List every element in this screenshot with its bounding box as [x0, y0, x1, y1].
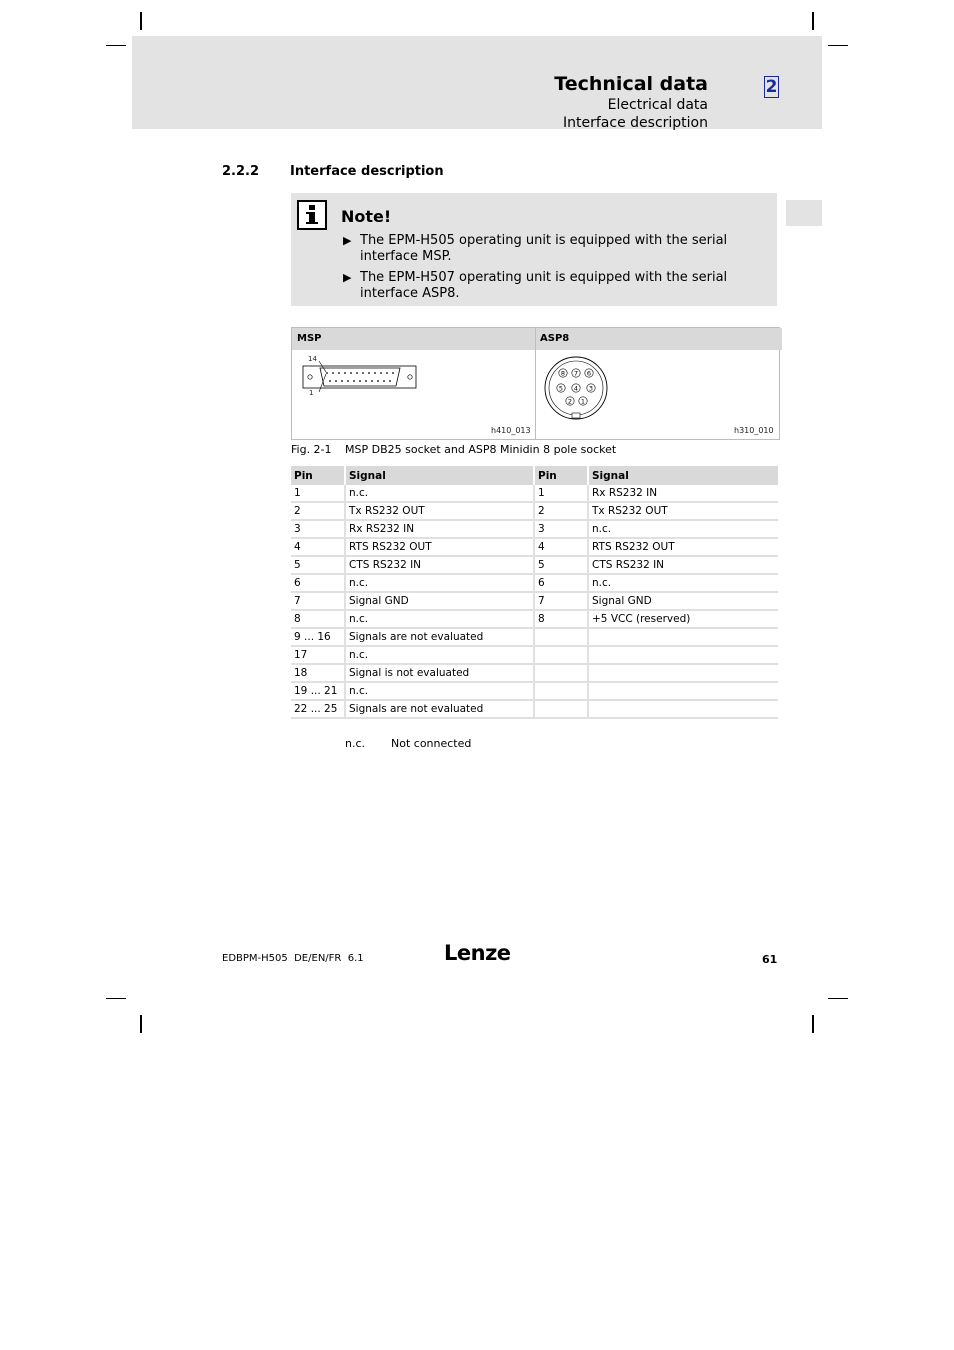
table-cell: RTS RS232 OUT — [345, 538, 534, 556]
section-title: Interface description — [290, 164, 444, 179]
figure-caption-number: Fig. 2-1 — [291, 443, 332, 456]
table-cell: n.c. — [345, 485, 534, 502]
minidin8-socket-drawing — [543, 355, 609, 421]
asp8-pin-label: 3 — [588, 384, 594, 393]
figure-header-msp: MSP — [292, 328, 539, 350]
note-bullet-text: The EPM-H505 operating unit is equipped with the serial interface MSP. — [360, 233, 728, 264]
table-cell: n.c. — [588, 574, 778, 592]
table-row — [291, 502, 778, 520]
pin-label-1: 1 — [309, 389, 314, 397]
chapter-number-badge: 2 — [765, 77, 778, 97]
table-cell: Signal GND — [345, 592, 534, 610]
figure-divider — [535, 328, 536, 439]
table-cell — [534, 700, 588, 718]
pin-assignment-table — [291, 466, 778, 719]
table-cell: 4 — [534, 538, 588, 556]
table-row — [291, 610, 778, 628]
table-cell: Rx RS232 IN — [345, 520, 534, 538]
table-cell: n.c. — [345, 646, 534, 664]
crop-mark — [828, 998, 848, 999]
table-cell: RTS RS232 OUT — [588, 538, 778, 556]
table-cell: 17 — [291, 646, 345, 664]
table-cell: Signal GND — [588, 592, 778, 610]
pin-label-14: 14 — [308, 355, 317, 363]
table-cell: n.c. — [345, 610, 534, 628]
table-cell — [534, 664, 588, 682]
section-number: 2.2.2 — [222, 164, 260, 179]
table-cell: 3 — [534, 520, 588, 538]
asp8-pin-label: 2 — [567, 397, 573, 406]
table-cell: 7 — [291, 592, 345, 610]
figure-ref-msp: h410_013 — [491, 426, 531, 435]
table-cell: CTS RS232 IN — [588, 556, 778, 574]
figure-caption: MSP DB25 socket and ASP8 Minidin 8 pole socket — [345, 443, 617, 456]
table-cell: n.c. — [345, 574, 534, 592]
note-title: Note! — [341, 207, 392, 226]
chapter-title: Technical data — [554, 73, 708, 95]
chapter-subtitle: Interface description — [563, 115, 708, 131]
table-row — [291, 628, 778, 646]
crop-mark — [812, 1015, 814, 1033]
table-row — [291, 646, 778, 664]
table-cell: n.c. — [345, 682, 534, 700]
figure-header-asp8: ASP8 — [537, 328, 782, 350]
table-cell: 6 — [291, 574, 345, 592]
table-cell: Signals are not evaluated — [345, 628, 534, 646]
table-cell: 5 — [291, 556, 345, 574]
lenze-logo: Lenze — [444, 941, 511, 965]
table-row — [291, 592, 778, 610]
table-cell: Signal is not evaluated — [345, 664, 534, 682]
table-cell: CTS RS232 IN — [345, 556, 534, 574]
table-row — [291, 556, 778, 574]
table-cell: 2 — [291, 502, 345, 520]
table-cell: 19 ... 21 — [291, 682, 345, 700]
chapter-subtitle: Electrical data — [607, 97, 708, 113]
column-header: Signal — [588, 466, 778, 485]
table-cell: n.c. — [588, 520, 778, 538]
header-band — [132, 36, 822, 129]
footer-document-id: EDBPM-H505 DE/EN/FR 6.1 — [222, 953, 364, 964]
figure-ref-asp8: h310_010 — [734, 426, 774, 435]
crop-mark — [812, 12, 814, 30]
asp8-pin-label: 5 — [558, 384, 564, 393]
table-cell: Signals are not evaluated — [345, 700, 534, 718]
crop-mark — [106, 45, 126, 46]
table-cell: 8 — [291, 610, 345, 628]
note-box — [291, 193, 777, 306]
page-number: 61 — [762, 953, 778, 966]
table-cell — [588, 628, 778, 646]
info-icon — [297, 200, 327, 230]
legend-definition: Not connected — [391, 737, 472, 750]
table-cell: Tx RS232 OUT — [588, 502, 778, 520]
table-cell: 8 — [534, 610, 588, 628]
column-header: Pin — [291, 466, 345, 485]
table-cell — [588, 700, 778, 718]
table-cell: 5 — [534, 556, 588, 574]
legend-abbreviation: n.c. — [345, 737, 366, 750]
table-cell — [534, 628, 588, 646]
asp8-pin-label: 1 — [580, 397, 586, 406]
crop-mark — [140, 12, 142, 30]
table-cell — [588, 664, 778, 682]
table-cell: 7 — [534, 592, 588, 610]
table-row — [291, 485, 778, 502]
table-cell: Tx RS232 OUT — [345, 502, 534, 520]
column-header: Signal — [345, 466, 534, 485]
column-header: Pin — [534, 466, 588, 485]
table-cell — [588, 682, 778, 700]
table-cell — [588, 646, 778, 664]
table-cell: Rx RS232 IN — [588, 485, 778, 502]
asp8-pin-label: 7 — [573, 369, 579, 378]
table-cell: 4 — [291, 538, 345, 556]
table-cell: 1 — [534, 485, 588, 502]
bullet-triangle-icon: ▶ — [343, 234, 352, 247]
table-cell — [534, 646, 588, 664]
table-cell: 22 ... 25 — [291, 700, 345, 718]
table-row — [291, 538, 778, 556]
crop-mark — [828, 45, 848, 46]
asp8-pin-label: 6 — [586, 369, 592, 378]
db25-socket-drawing — [300, 354, 420, 402]
table-cell: 1 — [291, 485, 345, 502]
table-cell: 3 — [291, 520, 345, 538]
table-cell: 18 — [291, 664, 345, 682]
connector-figure — [291, 327, 780, 440]
table-row — [291, 520, 778, 538]
crop-mark — [106, 998, 126, 999]
table-cell: 2 — [534, 502, 588, 520]
asp8-pin-label: 8 — [560, 369, 566, 378]
table-header-row — [291, 466, 778, 485]
table-cell — [534, 682, 588, 700]
table-cell: 9 ... 16 — [291, 628, 345, 646]
side-tab-marker — [786, 200, 822, 226]
table-row — [291, 682, 778, 700]
table-cell: 6 — [534, 574, 588, 592]
bullet-triangle-icon: ▶ — [343, 271, 352, 284]
table-cell: +5 VCC (reserved) — [588, 610, 778, 628]
table-row — [291, 700, 778, 718]
table-row — [291, 664, 778, 682]
table-row — [291, 574, 778, 592]
note-bullet-text: The EPM-H507 operating unit is equipped with the serial interface ASP8. — [360, 270, 728, 301]
asp8-pin-label: 4 — [573, 384, 579, 393]
crop-mark — [140, 1015, 142, 1033]
